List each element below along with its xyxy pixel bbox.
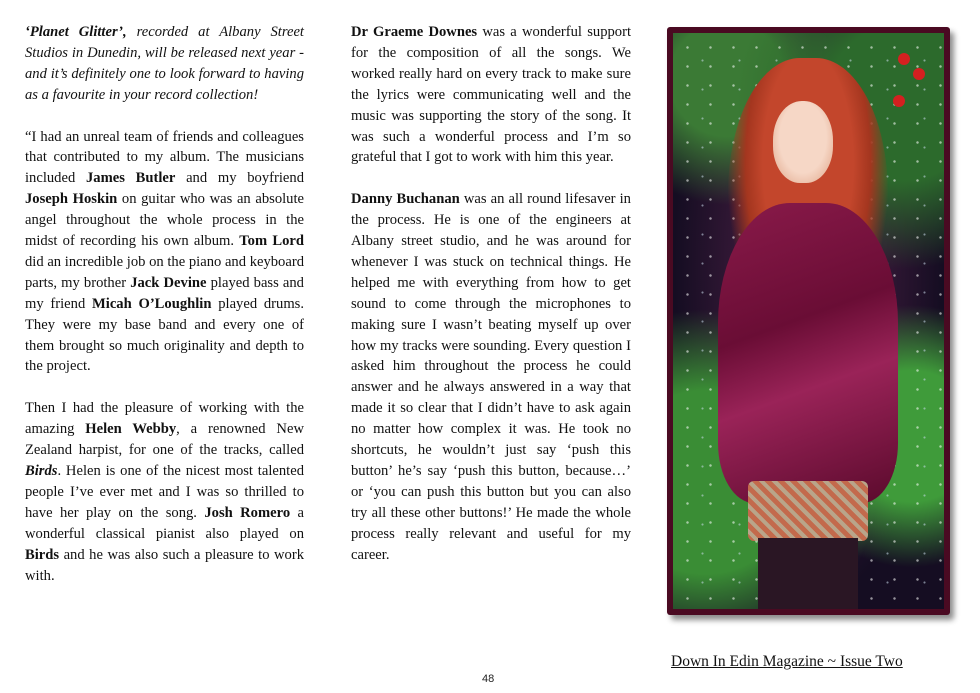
- engineer-paragraph: Danny Buchanan was an all round lifesaver in the process. He is one of the engineers at Albany street studio, and he was around for whenever I was stuck on technical things. He helped me with everything from how to get sound to come through the microphones to making sure I wasn’t beating myself up over how my tracks were sounding. Every question I asked him throughout the process he could answer and he always answered in a way that made it so clear that I didn’t have to ask again no matter how complex it was. He took no shortcuts, he wouldn’t just say ‘push this button’ he’s say ‘push this button, because…’ or ‘you can push this button but you can also try all these other buttons!’ He made the whole process really relevant and useful for my career.: [351, 191, 631, 563]
- red-flower-icon: [898, 53, 910, 65]
- embroidered-shorts: [748, 481, 868, 541]
- legs: [758, 538, 858, 609]
- page-number: 48: [482, 673, 495, 685]
- red-flower-icon: [913, 68, 925, 80]
- intro-paragraph: ‘Planet Glitter’, recorded at Albany Street Studios in Dunedin, will be released next year - and it’s definitely one to look forward to having as a favourite in your record collection!: [25, 24, 304, 103]
- red-flower-icon: [893, 95, 905, 107]
- guest-musicians-paragraph: Then I had the pleasure of working with the amazing Helen Webby, a renowned New Zealand harpist, for one of the tracks, called Birds. Helen is one of the nicest most talented people I’ve ever met and I was so thrilled to have her play on the song. Josh Romero a wonderful classical pianist also played on Birds and he was also such a pleasure to work with.: [25, 400, 304, 584]
- portrait-photo-frame: [667, 27, 950, 615]
- face: [773, 101, 833, 183]
- velvet-jacket: [718, 203, 898, 503]
- composition-paragraph: Dr Graeme Downes was a wonderful support for the composition of all the songs. We worked really hard on every track to make sure the lyrics were communicating well and the music was supporting the story of the song. It was such a wonderful process and I’m so grateful that I got to work with him this year.: [351, 24, 632, 166]
- magazine-footer: Down In Edin Magazine ~ Issue Two: [671, 653, 903, 670]
- article-column-middle: [351, 22, 631, 586]
- portrait-photo: [673, 33, 944, 609]
- album-title: ‘Planet Glitter’,: [25, 24, 127, 40]
- musicians-paragraph: “I had an unreal team of friends and colleagues that contributed to my album. The musicians included James Butler and my boyfriend Joseph Hoskin on guitar who was an absolute angel throughout the whole process in the midst of recording his own album. Tom Lord did an incredible job on the piano and keyboard parts, my brother Jack Devine played bass and my friend Micah O’Loughlin played drums. They were my base band and every one of them brought so much originality and depth to the project.: [25, 128, 304, 375]
- article-column-left: [25, 22, 304, 607]
